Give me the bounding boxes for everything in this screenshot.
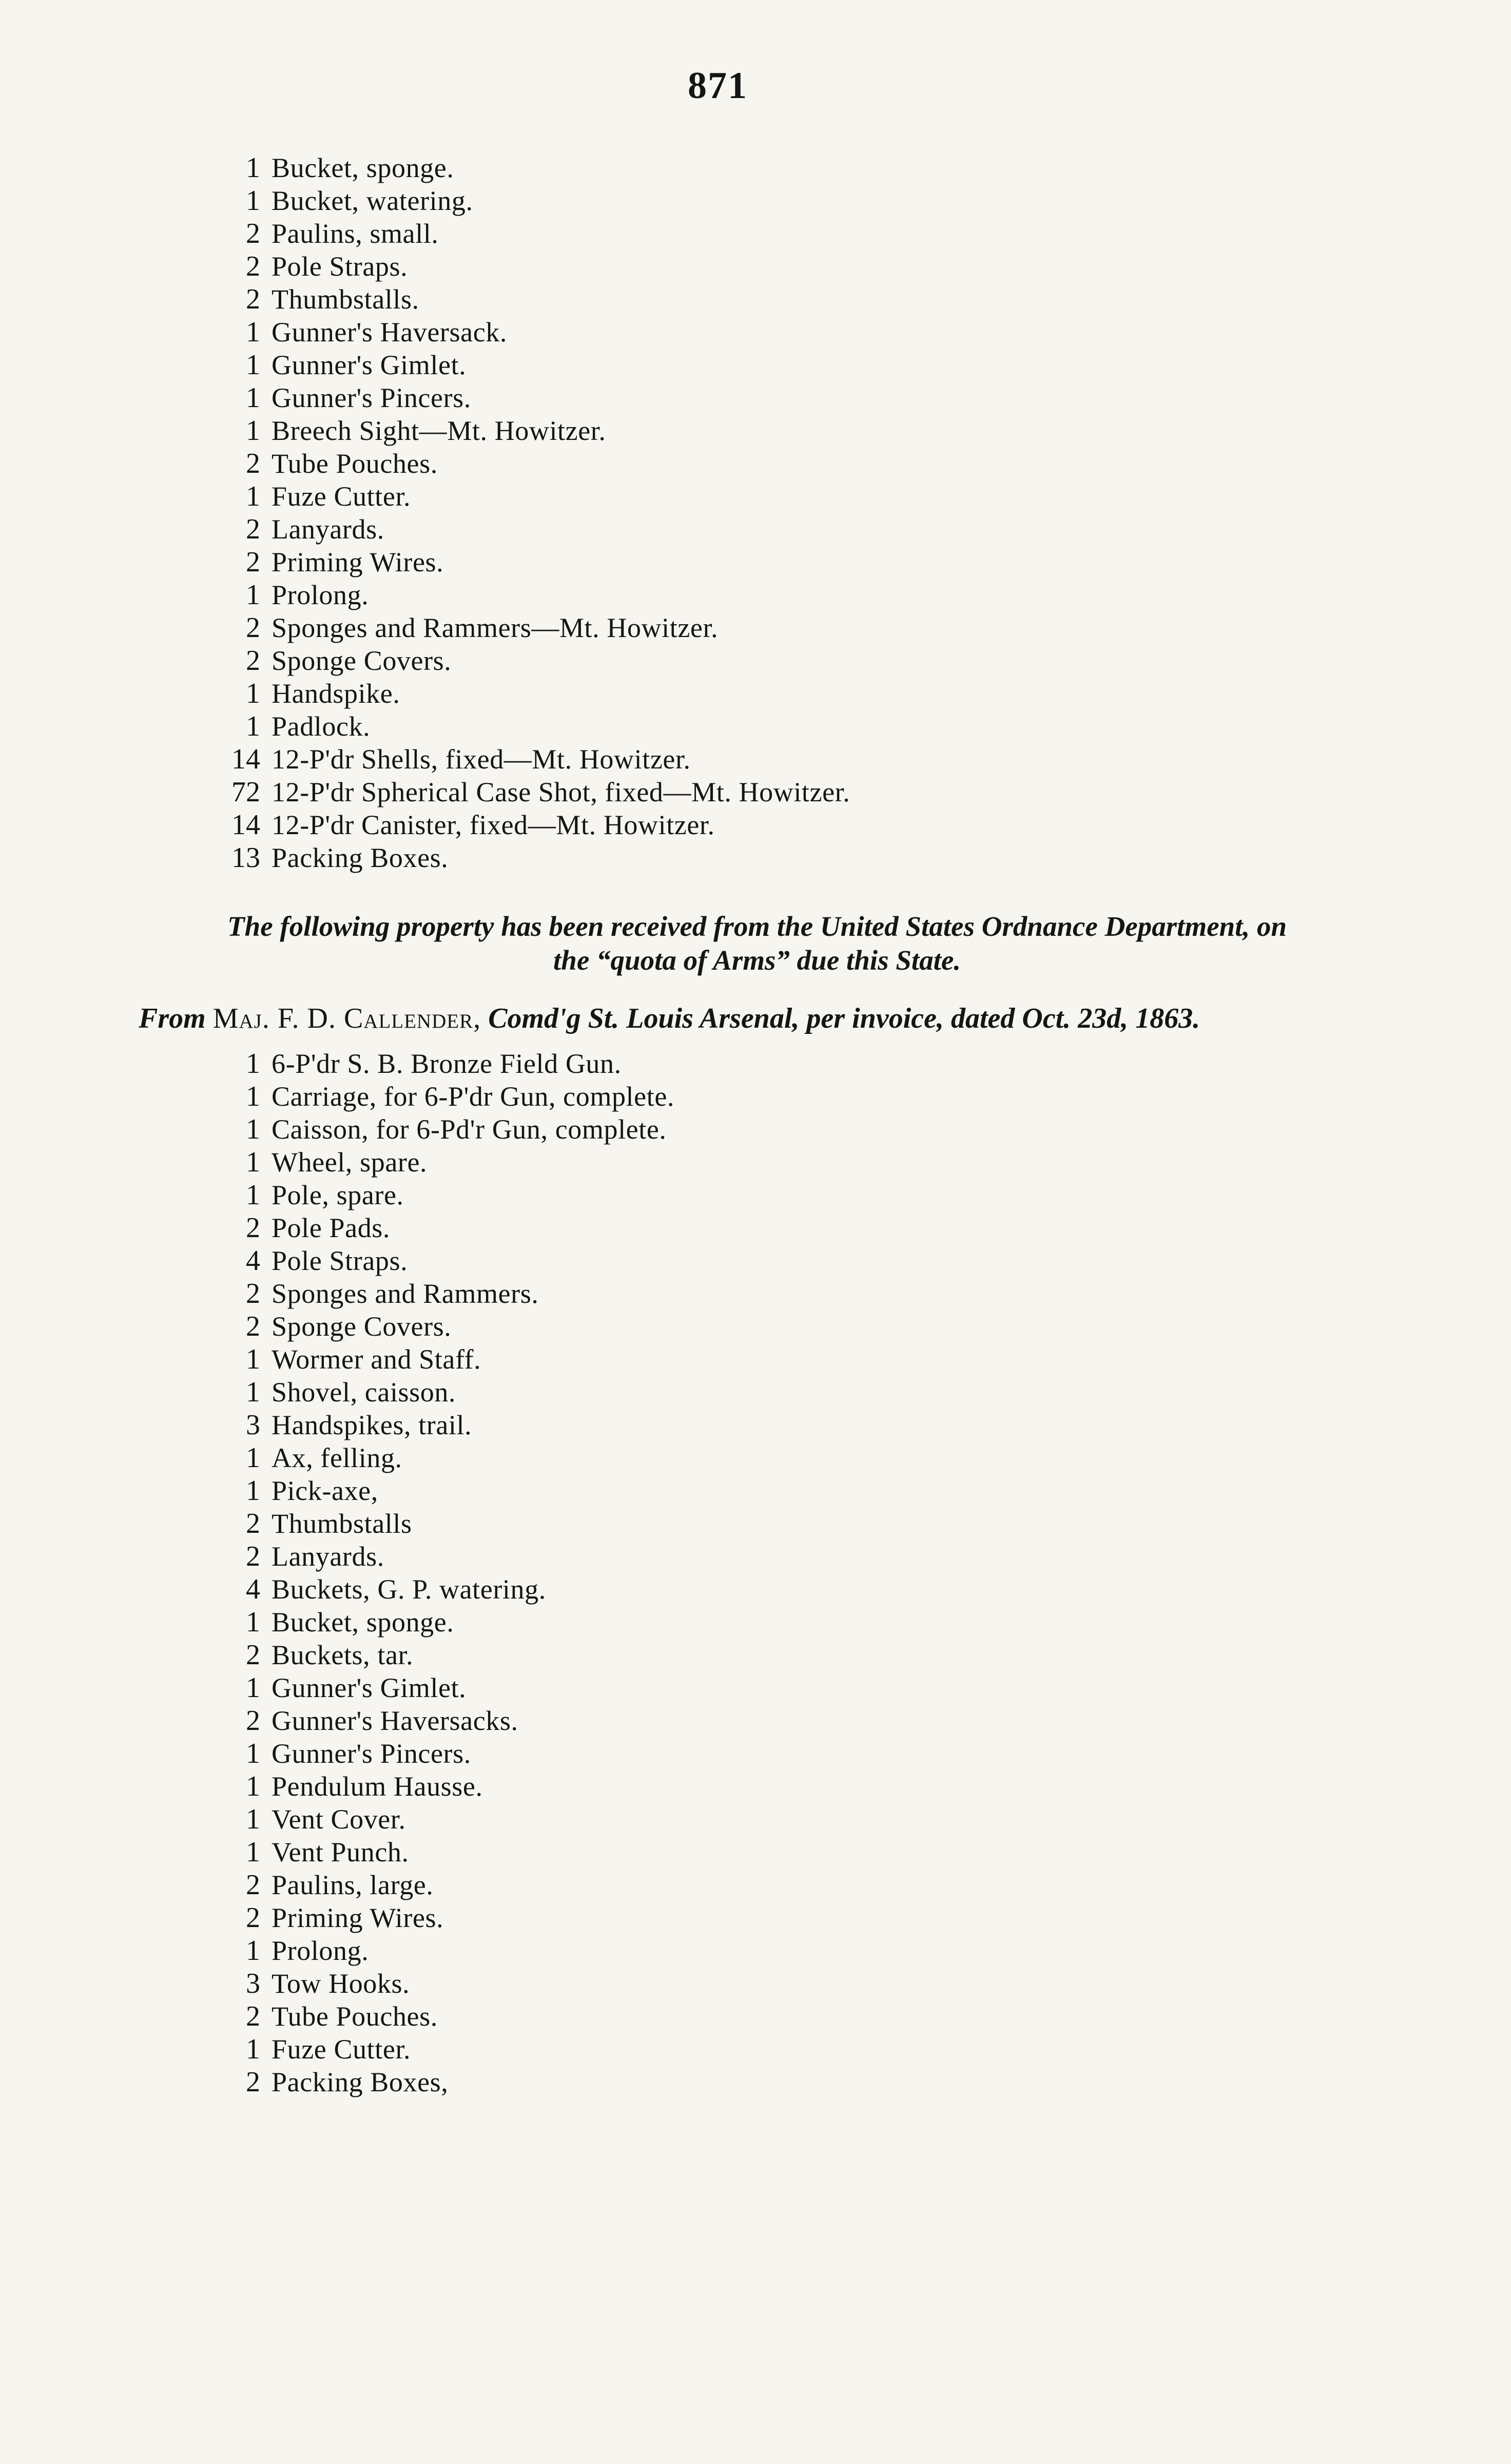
item-description: Fuze Cutter. xyxy=(272,481,411,512)
item-description: Tube Pouches. xyxy=(272,2001,438,2032)
notice-line-1: The following property has been received from the United States Ordnance Department, on xyxy=(227,911,1287,942)
list-item xyxy=(203,513,850,546)
list-item xyxy=(203,1934,674,1967)
item-quantity: 1 xyxy=(246,185,260,217)
item-quantity: 1 xyxy=(246,579,260,611)
source-rest: Comd'g St. Louis Arsenal, per invoice, dated Oct. 23d, 1863. xyxy=(488,1003,1200,1034)
item-quantity: 2 xyxy=(246,1508,260,1539)
item-quantity: 1 xyxy=(246,1146,260,1178)
item-description: Pole Pads. xyxy=(272,1212,391,1243)
item-quantity: 2 xyxy=(246,2066,260,2098)
list-item xyxy=(203,480,850,513)
item-description: Priming Wires. xyxy=(272,1902,444,1933)
invoice-source xyxy=(139,1001,1396,1036)
item-description: Vent Cover. xyxy=(272,1804,406,1835)
list-item xyxy=(203,2033,674,2066)
item-description: Thumbstalls xyxy=(272,1508,412,1539)
source-officer: Maj. F. D. Callender, xyxy=(212,1003,481,1034)
item-quantity: 1 xyxy=(246,678,260,709)
list-item xyxy=(203,1573,674,1606)
list-item xyxy=(203,1441,674,1474)
item-quantity: 2 xyxy=(246,645,260,677)
item-description: Paulins, large. xyxy=(272,1870,434,1900)
item-quantity: 3 xyxy=(246,1968,260,1999)
list-item xyxy=(203,1803,674,1836)
item-quantity: 2 xyxy=(246,1278,260,1310)
item-description: Lanyards. xyxy=(272,1541,384,1572)
item-quantity: 1 xyxy=(246,480,260,512)
list-item xyxy=(203,1080,674,1113)
item-description: Vent Punch. xyxy=(272,1837,409,1868)
item-quantity: 13 xyxy=(231,842,260,874)
list-item xyxy=(203,743,850,776)
item-description: Sponge Covers. xyxy=(272,1311,452,1342)
list-item xyxy=(203,579,850,611)
list-item xyxy=(203,2000,674,2033)
item-description: 12-P'dr Canister, fixed—Mt. Howitzer. xyxy=(272,810,715,840)
item-quantity: 14 xyxy=(231,809,260,841)
list-item xyxy=(203,1507,674,1540)
item-quantity: 1 xyxy=(246,1836,260,1868)
list-item xyxy=(203,1376,674,1409)
list-item xyxy=(203,644,850,677)
item-description: Packing Boxes. xyxy=(272,842,449,873)
item-quantity: 2 xyxy=(246,2000,260,2032)
item-description: Gunner's Pincers. xyxy=(272,1738,471,1769)
list-item xyxy=(203,250,850,283)
list-item xyxy=(203,184,850,217)
item-description: Bucket, watering. xyxy=(272,185,473,216)
item-description: Buckets, tar. xyxy=(272,1640,414,1670)
item-quantity: 2 xyxy=(246,1311,260,1342)
item-list-2 xyxy=(203,1047,674,2099)
item-description: Bucket, sponge. xyxy=(272,152,454,183)
item-quantity: 1 xyxy=(246,1113,260,1145)
list-item xyxy=(203,1310,674,1343)
list-item xyxy=(203,841,850,874)
item-quantity: 1 xyxy=(246,1738,260,1769)
list-item xyxy=(203,611,850,644)
item-description: Shovel, caisson. xyxy=(272,1377,456,1408)
item-description: Prolong. xyxy=(272,580,369,610)
list-item xyxy=(203,677,850,710)
notice-line-2: the “quota of Arms” due this State. xyxy=(553,945,961,976)
item-description: Pole Straps. xyxy=(272,251,408,282)
item-description: Tube Pouches. xyxy=(272,448,438,479)
list-item xyxy=(203,546,850,579)
item-quantity: 1 xyxy=(246,1672,260,1704)
item-quantity: 1 xyxy=(246,2033,260,2065)
item-quantity: 2 xyxy=(246,1705,260,1737)
item-description: Ax, felling. xyxy=(272,1442,402,1473)
item-description: Paulins, small. xyxy=(272,218,439,249)
list-item xyxy=(203,1639,674,1671)
list-item xyxy=(203,1671,674,1704)
source-prefix: From xyxy=(139,1003,206,1034)
item-description: Pick-axe, xyxy=(272,1475,378,1506)
item-quantity: 4 xyxy=(246,1245,260,1277)
item-description: Priming Wires. xyxy=(272,547,444,578)
item-quantity: 2 xyxy=(246,1639,260,1671)
item-quantity: 2 xyxy=(246,218,260,249)
list-item xyxy=(203,414,850,447)
list-item xyxy=(203,1770,674,1803)
item-quantity: 1 xyxy=(246,349,260,381)
item-description: Gunner's Gimlet. xyxy=(272,350,467,380)
list-item xyxy=(203,1606,674,1639)
list-item xyxy=(203,1343,674,1376)
item-description: Lanyards. xyxy=(272,514,384,545)
item-description: Sponges and Rammers—Mt. Howitzer. xyxy=(272,612,719,643)
list-item xyxy=(203,1244,674,1277)
list-item xyxy=(203,1836,674,1869)
item-quantity: 2 xyxy=(246,283,260,315)
item-description: Prolong. xyxy=(272,1935,369,1966)
item-quantity: 1 xyxy=(246,1179,260,1211)
list-item xyxy=(203,349,850,381)
item-description: Pole, spare. xyxy=(272,1180,404,1210)
item-list-1 xyxy=(203,151,850,874)
page-number: 871 xyxy=(688,65,748,107)
item-description: Handspikes, trail. xyxy=(272,1410,472,1440)
list-item xyxy=(203,151,850,184)
item-description: Wheel, spare. xyxy=(272,1147,428,1178)
item-description: Sponge Covers. xyxy=(272,645,452,676)
item-description: Wormer and Staff. xyxy=(272,1344,481,1375)
item-description: Carriage, for 6-P'dr Gun, complete. xyxy=(272,1081,674,1112)
list-item xyxy=(203,1113,674,1146)
item-quantity: 1 xyxy=(246,710,260,742)
item-quantity: 2 xyxy=(246,1541,260,1572)
item-quantity: 1 xyxy=(246,415,260,447)
item-description: Breech Sight—Mt. Howitzer. xyxy=(272,415,606,446)
item-description: Gunner's Haversacks. xyxy=(272,1705,518,1736)
item-description: Packing Boxes, xyxy=(272,2067,449,2097)
item-quantity: 2 xyxy=(246,251,260,282)
item-quantity: 3 xyxy=(246,1409,260,1441)
item-quantity: 2 xyxy=(246,1902,260,1934)
item-description: Pole Straps. xyxy=(272,1245,408,1276)
item-description: Fuze Cutter. xyxy=(272,2034,411,2065)
list-item xyxy=(203,1211,674,1244)
list-item xyxy=(203,1967,674,2000)
item-quantity: 1 xyxy=(246,316,260,348)
item-quantity: 1 xyxy=(246,1770,260,1802)
list-item xyxy=(203,1737,674,1770)
item-quantity: 14 xyxy=(231,743,260,775)
list-item xyxy=(203,381,850,414)
item-description: Pendulum Hausse. xyxy=(272,1771,483,1802)
item-quantity: 4 xyxy=(246,1573,260,1605)
list-item xyxy=(203,316,850,349)
item-quantity: 2 xyxy=(246,612,260,644)
item-quantity: 2 xyxy=(246,1212,260,1244)
item-quantity: 1 xyxy=(246,1048,260,1080)
item-quantity: 1 xyxy=(246,1442,260,1474)
list-item xyxy=(203,283,850,316)
item-description: Padlock. xyxy=(272,711,371,742)
list-item xyxy=(203,1146,674,1179)
item-quantity: 1 xyxy=(246,1606,260,1638)
item-description: Buckets, G. P. watering. xyxy=(272,1574,546,1605)
item-quantity: 1 xyxy=(246,1343,260,1375)
item-quantity: 1 xyxy=(246,1081,260,1112)
item-quantity: 72 xyxy=(231,776,260,808)
list-item xyxy=(203,1277,674,1310)
item-quantity: 1 xyxy=(246,1376,260,1408)
item-quantity: 2 xyxy=(246,513,260,545)
item-quantity: 1 xyxy=(246,1803,260,1835)
item-description: Tow Hooks. xyxy=(272,1968,410,1999)
item-quantity: 1 xyxy=(246,152,260,184)
item-quantity: 1 xyxy=(246,1935,260,1967)
list-item xyxy=(203,447,850,480)
notice-text xyxy=(121,910,1393,977)
item-description: 12-P'dr Spherical Case Shot, fixed—Mt. Howitzer. xyxy=(272,777,850,807)
item-description: Gunner's Pincers. xyxy=(272,382,471,413)
item-description: Thumbstalls. xyxy=(272,284,419,315)
list-item xyxy=(203,2066,674,2099)
list-item xyxy=(203,1901,674,1934)
item-description: 12-P'dr Shells, fixed—Mt. Howitzer. xyxy=(272,744,691,775)
list-item xyxy=(203,1409,674,1441)
list-item xyxy=(203,1704,674,1737)
item-description: Gunner's Haversack. xyxy=(272,317,507,348)
item-quantity: 1 xyxy=(246,382,260,414)
list-item xyxy=(203,808,850,841)
list-item xyxy=(203,1179,674,1211)
item-description: Gunner's Gimlet. xyxy=(272,1672,467,1703)
list-item xyxy=(203,776,850,808)
list-item xyxy=(203,1869,674,1901)
item-description: Bucket, sponge. xyxy=(272,1607,454,1638)
list-item xyxy=(203,1047,674,1080)
list-item xyxy=(203,1540,674,1573)
list-item xyxy=(203,1474,674,1507)
list-item xyxy=(203,217,850,250)
item-quantity: 1 xyxy=(246,1475,260,1507)
item-description: Sponges and Rammers. xyxy=(272,1278,539,1309)
item-quantity: 2 xyxy=(246,448,260,479)
item-description: 6-P'dr S. B. Bronze Field Gun. xyxy=(272,1048,622,1079)
item-description: Handspike. xyxy=(272,678,400,709)
item-quantity: 2 xyxy=(246,546,260,578)
list-item xyxy=(203,710,850,743)
item-description: Caisson, for 6-Pd'r Gun, complete. xyxy=(272,1114,667,1145)
item-quantity: 2 xyxy=(246,1869,260,1901)
